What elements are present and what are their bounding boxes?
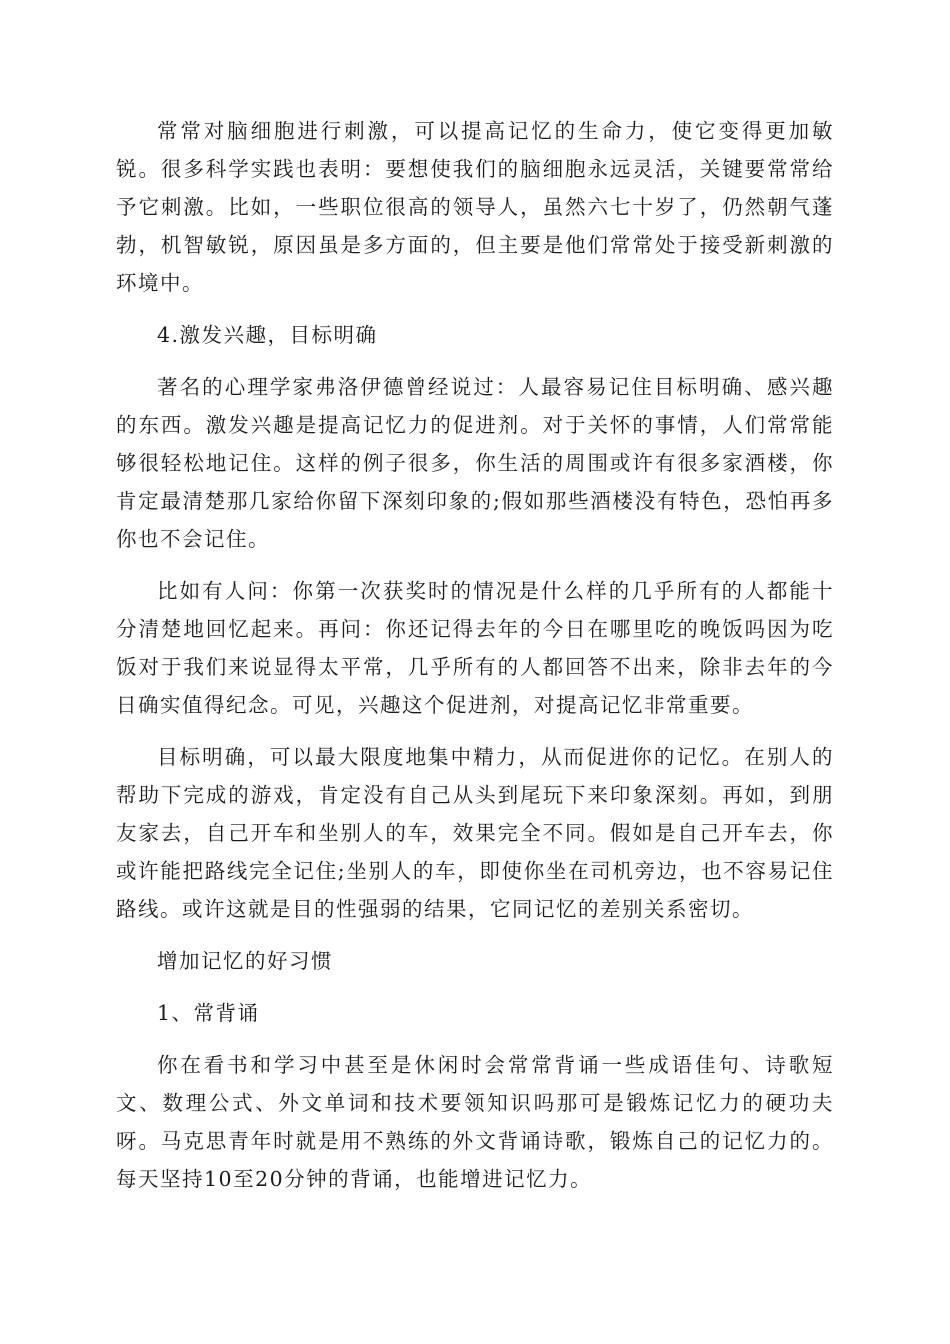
section-heading-interest-goals: 4.激发兴趣，目标明确	[157, 323, 378, 347]
paragraph-recitation: 你在看书和学习中甚至是休闲时会常常背诵一些成语佳句、诗歌短文、数理公式、外文单词和技术要领知识吗那可是锻炼记忆力的硬功夫呀。马克思青年时就是用不熟练的外文背诵诗歌，锻炼自己的记忆力的。每天坚持10至20分钟的背诵，也能增进记忆力。	[116, 1053, 834, 1191]
paragraph-clear-goals: 目标明确，可以最大限度地集中精力，从而促进你的记忆。在别人的帮助下完成的游戏，肯定没有自己从头到尾玩下来印象深刻。再如，到朋友家去，自己开车和坐别人的车，效果完全不同。假如是自己开车去，你或许能把路线完全记住;坐别人的车，即使你坐在司机旁边，也不容易记住路线。或许这就是目的性强弱的结果，它同记忆的差别关系密切。	[116, 745, 834, 921]
paragraph-award-example: 比如有人问：你第一次获奖时的情况是什么样的几乎所有的人都能十分清楚地回忆起来。再问：你还记得去年的今日在哪里吃的晚饭吗因为吃饭对于我们来说显得太平常，几乎所有的人都回答不出来，除非去年的今日确实值得纪念。可见，兴趣这个促进剂，对提高记忆非常重要。	[116, 579, 834, 717]
section-heading-good-habits: 增加记忆的好习惯	[157, 949, 333, 973]
paragraph-brain-stimulation: 常常对脑细胞进行刺激，可以提高记忆的生命力，使它变得更加敏锐。很多科学实践也表明：要想使我们的脑细胞永远灵活，关键要常常给予它刺激。比如，一些职位很高的领导人，虽然六七十岁了，仍然朝气蓬勃，机智敏锐，原因虽是多方面的，但主要是他们常常处于接受新刺激的环境中。	[116, 119, 834, 295]
subheading-recitation: 1、常背诵	[157, 1001, 260, 1025]
paragraph-freud-interest: 著名的心理学家弗洛伊德曾经说过：人最容易记住目标明确、感兴趣的东西。激发兴趣是提高记忆力的促进剂。对于关怀的事情，人们常常能够很轻松地记住。这样的例子很多，你生活的周围或许有很多家酒楼，你肯定最清楚那几家给你留下深刻印象的;假如那些酒楼没有特色，恐怕再多你也不会记住。	[116, 375, 834, 551]
